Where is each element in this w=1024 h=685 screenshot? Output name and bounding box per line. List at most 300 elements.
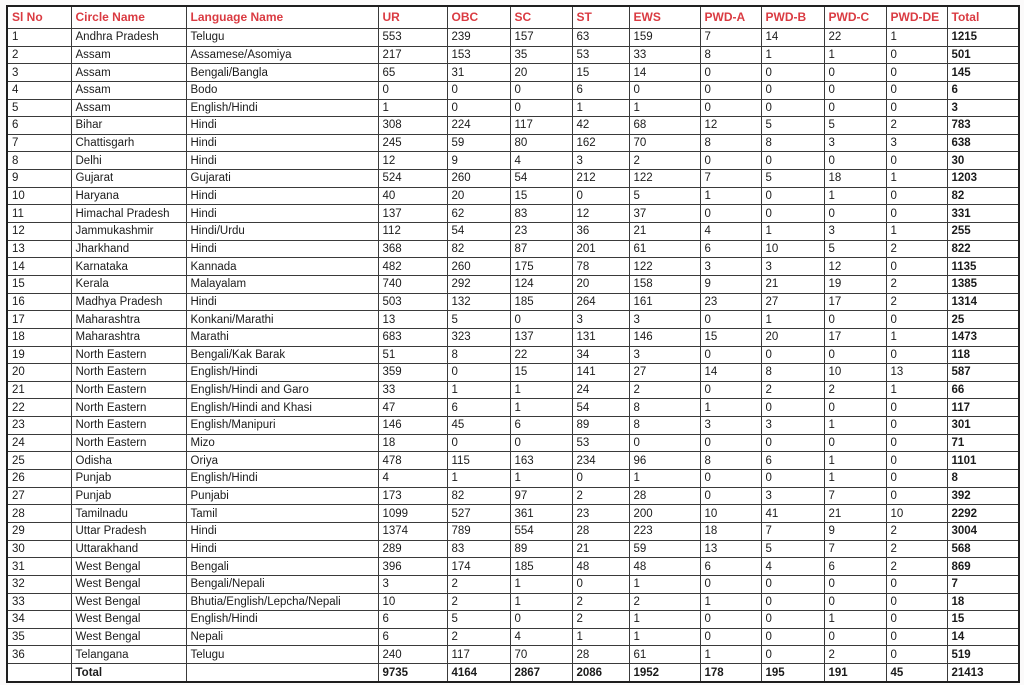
cell-language-name: Bhutia/English/Lepcha/Nepali: [186, 593, 378, 611]
cell-slno: 33: [7, 593, 71, 611]
cell-value: 175: [510, 258, 572, 276]
cell-value: 62: [447, 205, 510, 223]
cell-total: 7: [947, 575, 1019, 593]
cell-value: 13: [378, 311, 447, 329]
cell-language-name: Hindi: [186, 522, 378, 540]
cell-total: 118: [947, 346, 1019, 364]
cell-value: 21: [824, 505, 886, 523]
cell-total: 392: [947, 487, 1019, 505]
table-row: [7, 505, 1019, 523]
cell-value: 159: [629, 29, 700, 47]
cell-value: 1: [629, 628, 700, 646]
vacancy-table: [6, 5, 1020, 683]
cell-value: 1: [886, 328, 947, 346]
table-row: [7, 46, 1019, 64]
cell-language-name: Hindi: [186, 293, 378, 311]
cell-value: 47: [378, 399, 447, 417]
cell-value: 2: [886, 558, 947, 576]
cell-value: 5: [761, 117, 824, 135]
table-row: [7, 152, 1019, 170]
cell-total: 8: [947, 470, 1019, 488]
cell-value: 6: [510, 417, 572, 435]
cell-value: 2: [824, 646, 886, 664]
cell-value: 20: [447, 187, 510, 205]
table-row: [7, 646, 1019, 664]
cell-value: 0: [824, 434, 886, 452]
cell-value: 0: [886, 99, 947, 117]
cell-value: 234: [572, 452, 629, 470]
cell-value: 36: [572, 223, 629, 241]
cell-value: 2: [629, 381, 700, 399]
cell-value: 6: [824, 558, 886, 576]
cell-circle-name: Haryana: [71, 187, 186, 205]
cell-slno: 20: [7, 364, 71, 382]
table-row: [7, 311, 1019, 329]
cell-value: 6: [378, 611, 447, 629]
cell-value: 0: [886, 81, 947, 99]
cell-slno: 22: [7, 399, 71, 417]
cell-value: 6: [761, 452, 824, 470]
cell-value: 8: [447, 346, 510, 364]
cell-value: 53: [572, 46, 629, 64]
cell-value: 0: [886, 417, 947, 435]
cell-value: 1: [824, 470, 886, 488]
table-row: [7, 275, 1019, 293]
cell-value: 1: [378, 99, 447, 117]
cell-value: 1: [824, 46, 886, 64]
cell-language-name: Hindi/Urdu: [186, 223, 378, 241]
cell-value: 264: [572, 293, 629, 311]
total-label: Total: [71, 664, 186, 682]
cell-value: 3: [572, 311, 629, 329]
total-value: 4164: [447, 664, 510, 682]
cell-slno: 36: [7, 646, 71, 664]
cell-value: 4: [510, 628, 572, 646]
cell-value: 8: [700, 134, 761, 152]
cell-value: 0: [447, 434, 510, 452]
cell-language-name: Nepali: [186, 628, 378, 646]
cell-value: 9: [700, 275, 761, 293]
cell-value: 6: [700, 240, 761, 258]
cell-value: 41: [761, 505, 824, 523]
cell-value: 2: [447, 593, 510, 611]
cell-total: 1473: [947, 328, 1019, 346]
cell-value: 8: [700, 46, 761, 64]
cell-value: 7: [700, 170, 761, 188]
cell-circle-name: Assam: [71, 46, 186, 64]
cell-value: 260: [447, 258, 510, 276]
cell-value: 3: [824, 223, 886, 241]
cell-value: 33: [629, 46, 700, 64]
cell-value: 5: [447, 611, 510, 629]
table-row: [7, 328, 1019, 346]
cell-value: 40: [378, 187, 447, 205]
cell-value: 122: [629, 170, 700, 188]
cell-value: 124: [510, 275, 572, 293]
cell-value: 0: [510, 311, 572, 329]
cell-value: 0: [572, 575, 629, 593]
cell-circle-name: Punjab: [71, 470, 186, 488]
cell-slno: 25: [7, 452, 71, 470]
cell-value: 323: [447, 328, 510, 346]
cell-language-name: English/Hindi and Garo: [186, 381, 378, 399]
cell-value: 3: [572, 152, 629, 170]
cell-value: 8: [761, 134, 824, 152]
cell-value: 0: [824, 64, 886, 82]
cell-value: 83: [447, 540, 510, 558]
cell-language-name: Telugu: [186, 646, 378, 664]
cell-language-name: Konkani/Marathi: [186, 311, 378, 329]
cell-value: 0: [824, 628, 886, 646]
cell-value: 5: [761, 540, 824, 558]
cell-value: 3: [761, 417, 824, 435]
cell-value: 0: [761, 434, 824, 452]
cell-slno: 10: [7, 187, 71, 205]
column-header-pwd-c: PWD-C: [824, 6, 886, 29]
cell-language-name: Tamil: [186, 505, 378, 523]
cell-language-name: Telugu: [186, 29, 378, 47]
cell-language-name: English/Hindi: [186, 470, 378, 488]
cell-value: 63: [572, 29, 629, 47]
cell-value: 2: [629, 593, 700, 611]
cell-value: 482: [378, 258, 447, 276]
total-value: 45: [886, 664, 947, 682]
cell-value: 112: [378, 223, 447, 241]
cell-value: 163: [510, 452, 572, 470]
table-row: [7, 346, 1019, 364]
cell-value: 1: [824, 611, 886, 629]
cell-value: 0: [886, 399, 947, 417]
cell-value: 10: [886, 505, 947, 523]
cell-value: 0: [700, 434, 761, 452]
cell-value: 23: [700, 293, 761, 311]
cell-circle-name: West Bengal: [71, 628, 186, 646]
cell-circle-name: Uttarakhand: [71, 540, 186, 558]
cell-value: 15: [572, 64, 629, 82]
cell-value: 7: [824, 487, 886, 505]
table-row: [7, 364, 1019, 382]
table-body: [7, 29, 1019, 683]
cell-value: 212: [572, 170, 629, 188]
cell-value: 161: [629, 293, 700, 311]
table-row: [7, 470, 1019, 488]
cell-total: 3004: [947, 522, 1019, 540]
cell-value: 0: [886, 64, 947, 82]
cell-value: 13: [886, 364, 947, 382]
cell-value: 1: [510, 399, 572, 417]
cell-value: 13: [700, 540, 761, 558]
cell-slno: [7, 664, 71, 682]
table-row: [7, 575, 1019, 593]
cell-slno: 8: [7, 152, 71, 170]
table-header-row: [7, 6, 1019, 29]
total-value: 1952: [629, 664, 700, 682]
cell-value: 554: [510, 522, 572, 540]
cell-slno: 16: [7, 293, 71, 311]
cell-language-name: Marathi: [186, 328, 378, 346]
cell-total: 568: [947, 540, 1019, 558]
cell-value: 8: [761, 364, 824, 382]
cell-language-name: English/Hindi: [186, 611, 378, 629]
cell-value: 18: [824, 170, 886, 188]
cell-value: 3: [700, 258, 761, 276]
cell-value: 0: [886, 187, 947, 205]
cell-value: 18: [700, 522, 761, 540]
cell-value: 0: [824, 311, 886, 329]
cell-value: 0: [700, 311, 761, 329]
cell-value: 20: [510, 64, 572, 82]
cell-value: 0: [761, 99, 824, 117]
cell-value: 137: [510, 328, 572, 346]
cell-value: 4: [378, 470, 447, 488]
cell-value: 0: [824, 593, 886, 611]
cell-value: 70: [510, 646, 572, 664]
cell-value: 0: [824, 81, 886, 99]
cell-slno: 26: [7, 470, 71, 488]
cell-value: 201: [572, 240, 629, 258]
cell-total: 71: [947, 434, 1019, 452]
cell-value: 239: [447, 29, 510, 47]
table-row: [7, 452, 1019, 470]
cell-value: 0: [886, 628, 947, 646]
cell-value: 0: [447, 99, 510, 117]
cell-slno: 14: [7, 258, 71, 276]
cell-value: 17: [824, 293, 886, 311]
cell-value: 4: [510, 152, 572, 170]
cell-value: 553: [378, 29, 447, 47]
table-row: [7, 399, 1019, 417]
cell-value: 97: [510, 487, 572, 505]
column-header-st: ST: [572, 6, 629, 29]
cell-value: 2: [886, 293, 947, 311]
total-value: 191: [824, 664, 886, 682]
cell-value: 5: [629, 187, 700, 205]
cell-total: 15: [947, 611, 1019, 629]
cell-value: 1: [629, 470, 700, 488]
total-value: 178: [700, 664, 761, 682]
cell-value: 8: [629, 399, 700, 417]
table-header: [7, 6, 1019, 29]
cell-value: 1: [510, 470, 572, 488]
cell-value: 10: [700, 505, 761, 523]
cell-value: 68: [629, 117, 700, 135]
cell-value: 22: [824, 29, 886, 47]
cell-value: 8: [700, 452, 761, 470]
cell-language-name: Bengali/Kak Barak: [186, 346, 378, 364]
cell-language-name: Bengali/Nepali: [186, 575, 378, 593]
cell-circle-name: Tamilnadu: [71, 505, 186, 523]
cell-language-name: Oriya: [186, 452, 378, 470]
total-value: 195: [761, 664, 824, 682]
cell-value: 6: [378, 628, 447, 646]
cell-value: 2: [886, 275, 947, 293]
cell-slno: 5: [7, 99, 71, 117]
cell-total: 255: [947, 223, 1019, 241]
cell-value: 0: [510, 99, 572, 117]
cell-value: 1: [824, 417, 886, 435]
table-row: [7, 611, 1019, 629]
cell-language-name: Hindi: [186, 240, 378, 258]
cell-total: 587: [947, 364, 1019, 382]
cell-value: 1: [510, 575, 572, 593]
column-header-total: Total: [947, 6, 1019, 29]
table-row: [7, 187, 1019, 205]
cell-value: 2: [447, 628, 510, 646]
cell-circle-name: North Eastern: [71, 381, 186, 399]
cell-slno: 19: [7, 346, 71, 364]
cell-total: 301: [947, 417, 1019, 435]
cell-value: 0: [700, 628, 761, 646]
cell-value: 0: [761, 628, 824, 646]
column-header-obc: OBC: [447, 6, 510, 29]
cell-value: 158: [629, 275, 700, 293]
cell-value: 200: [629, 505, 700, 523]
cell-value: 1: [761, 311, 824, 329]
table-row: [7, 117, 1019, 135]
column-header-ur: UR: [378, 6, 447, 29]
cell-value: 17: [824, 328, 886, 346]
cell-total: 501: [947, 46, 1019, 64]
cell-language-name: Hindi: [186, 187, 378, 205]
cell-value: 83: [510, 205, 572, 223]
cell-value: 1: [510, 593, 572, 611]
cell-circle-name: Himachal Pradesh: [71, 205, 186, 223]
cell-value: 28: [629, 487, 700, 505]
cell-value: 1: [761, 46, 824, 64]
cell-slno: 35: [7, 628, 71, 646]
cell-value: 61: [629, 646, 700, 664]
cell-value: 10: [824, 364, 886, 382]
cell-value: 87: [510, 240, 572, 258]
cell-value: 0: [761, 593, 824, 611]
column-header-sl-no: Sl No: [7, 6, 71, 29]
cell-value: 524: [378, 170, 447, 188]
cell-value: 45: [447, 417, 510, 435]
cell-value: 0: [886, 575, 947, 593]
cell-circle-name: Chattisgarh: [71, 134, 186, 152]
cell-value: 1374: [378, 522, 447, 540]
cell-value: 59: [447, 134, 510, 152]
cell-value: 3: [629, 346, 700, 364]
cell-value: 0: [761, 205, 824, 223]
cell-value: 6: [700, 558, 761, 576]
cell-value: 14: [761, 29, 824, 47]
cell-value: 0: [886, 258, 947, 276]
table-row: [7, 540, 1019, 558]
cell-language-name: Punjabi: [186, 487, 378, 505]
cell-value: 0: [886, 611, 947, 629]
cell-value: 37: [629, 205, 700, 223]
cell-value: 18: [378, 434, 447, 452]
cell-value: 0: [824, 575, 886, 593]
cell-value: 5: [447, 311, 510, 329]
cell-circle-name: Kerala: [71, 275, 186, 293]
cell-value: 21: [761, 275, 824, 293]
cell-language-name: Mizo: [186, 434, 378, 452]
cell-value: 527: [447, 505, 510, 523]
cell-language-name: Hindi: [186, 540, 378, 558]
cell-value: 0: [761, 346, 824, 364]
table-row: [7, 417, 1019, 435]
cell-language-name: Assamese/Asomiya: [186, 46, 378, 64]
cell-value: 5: [761, 170, 824, 188]
cell-value: 503: [378, 293, 447, 311]
cell-value: 185: [510, 293, 572, 311]
cell-value: 6: [572, 81, 629, 99]
cell-value: 53: [572, 434, 629, 452]
cell-circle-name: Assam: [71, 81, 186, 99]
table-row: [7, 170, 1019, 188]
cell-slno: 17: [7, 311, 71, 329]
cell-value: 1: [700, 187, 761, 205]
cell-circle-name: Karnataka: [71, 258, 186, 276]
cell-value: 2: [572, 487, 629, 505]
cell-value: 54: [447, 223, 510, 241]
cell-value: 12: [824, 258, 886, 276]
cell-slno: 28: [7, 505, 71, 523]
cell-value: 2: [886, 117, 947, 135]
cell-value: 0: [378, 81, 447, 99]
cell-language-name: English/Hindi: [186, 364, 378, 382]
cell-value: 308: [378, 117, 447, 135]
total-value: 2867: [510, 664, 572, 682]
cell-value: 0: [824, 346, 886, 364]
cell-value: 0: [700, 205, 761, 223]
cell-total: 18: [947, 593, 1019, 611]
cell-slno: 27: [7, 487, 71, 505]
cell-circle-name: West Bengal: [71, 558, 186, 576]
cell-value: 65: [378, 64, 447, 82]
cell-value: 132: [447, 293, 510, 311]
cell-value: 0: [700, 99, 761, 117]
cell-value: 33: [378, 381, 447, 399]
cell-circle-name: West Bengal: [71, 611, 186, 629]
cell-value: 2: [761, 381, 824, 399]
cell-value: 42: [572, 117, 629, 135]
cell-circle-name: Punjab: [71, 487, 186, 505]
cell-value: 0: [886, 205, 947, 223]
table-row: [7, 593, 1019, 611]
cell-value: 1: [510, 381, 572, 399]
total-row: [7, 664, 1019, 682]
cell-slno: 32: [7, 575, 71, 593]
cell-value: 7: [700, 29, 761, 47]
cell-value: 137: [378, 205, 447, 223]
cell-total: 25: [947, 311, 1019, 329]
cell-value: 15: [700, 328, 761, 346]
cell-value: 35: [510, 46, 572, 64]
cell-slno: 15: [7, 275, 71, 293]
cell-value: 0: [761, 152, 824, 170]
cell-value: 0: [886, 646, 947, 664]
table-row: [7, 522, 1019, 540]
cell-value: 23: [572, 505, 629, 523]
column-header-pwd-b: PWD-B: [761, 6, 824, 29]
cell-value: 223: [629, 522, 700, 540]
cell-language-name: Hindi: [186, 117, 378, 135]
cell-value: 3: [629, 311, 700, 329]
cell-value: 478: [378, 452, 447, 470]
cell-slno: 29: [7, 522, 71, 540]
cell-value: 12: [700, 117, 761, 135]
table-row: [7, 434, 1019, 452]
cell-value: 34: [572, 346, 629, 364]
cell-value: 0: [886, 46, 947, 64]
cell-value: 0: [886, 311, 947, 329]
cell-circle-name: North Eastern: [71, 364, 186, 382]
cell-value: 28: [572, 522, 629, 540]
cell-language-name: Bengali: [186, 558, 378, 576]
